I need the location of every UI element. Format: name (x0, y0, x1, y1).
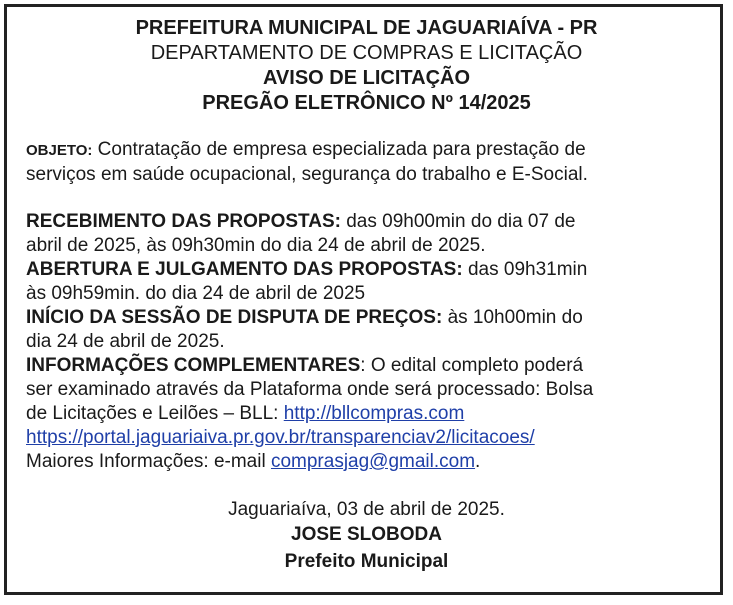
informacoes-line-1 (26, 354, 706, 378)
recebimento-label: RECEBIMENTO DAS PROPOSTAS: (26, 211, 341, 232)
recebimento-text-1: das 09h00min do dia 07 de (340, 211, 576, 232)
header-notice-title: AVISO DE LICITAÇÃO (262, 67, 471, 89)
bll-link[interactable]: http://bllcompras.com (283, 403, 465, 424)
inicio-line-2 (26, 330, 706, 354)
objeto-line-1 (26, 138, 706, 163)
recebimento-line-1 (26, 210, 706, 234)
objeto-label: OBJETO: (26, 142, 93, 159)
abertura-text-2: às 09h59min. do dia 24 de abril de 2025 (26, 283, 366, 304)
inicio-text-1: às 10h00min do (442, 307, 583, 328)
recebimento-text-2: abril de 2025, às 09h30min do dia 24 de abril de 2025. (26, 235, 486, 256)
informacoes-line-4 (26, 426, 706, 450)
header-municipality: PREFEITURA MUNICIPAL DE JAGUARIAÍVA - PR (135, 17, 598, 39)
informacoes-line-3 (26, 402, 706, 426)
maiores-informacoes-text: Maiores Informações: e-mail (26, 451, 271, 472)
abertura-line-2 (26, 282, 706, 306)
signatory-role: Prefeito Municipal (284, 551, 449, 572)
informacoes-text-1: : O edital completo poderá (360, 355, 584, 376)
abertura-line-1 (26, 258, 706, 282)
abertura-text-1: das 09h31min (462, 259, 588, 280)
objeto-text-2: serviços em saúde ocupacional, segurança do trabalho e E-Social. (26, 164, 588, 185)
portal-link[interactable]: https://portal.jaguariaiva.pr.gov.br/transparenciav2/licitacoes/ (26, 427, 535, 448)
objeto-line-2 (26, 163, 706, 187)
inicio-text-2: dia 24 de abril de 2025. (26, 331, 225, 352)
informacoes-line-5 (26, 450, 706, 474)
objeto-text-1: Contratação de empresa especializada para prestação de (92, 139, 586, 160)
informacoes-text-2: ser examinado através da Plataforma onde será processado: Bolsa (26, 379, 594, 400)
informacoes-line-2 (26, 378, 706, 402)
header-procurement-number: PREGÃO ELETRÔNICO Nº 14/2025 (202, 92, 531, 114)
place-date: Jaguariaíva, 03 de abril de 2025. (228, 499, 505, 520)
schedule-section (26, 210, 706, 474)
objeto-paragraph (26, 138, 706, 187)
header-department: DEPARTAMENTO DE COMPRAS E LICITAÇÃO (150, 42, 583, 64)
informacoes-label: INFORMAÇÕES COMPLEMENTARES (26, 355, 361, 376)
email-link[interactable]: comprasjag@gmail.com (270, 451, 476, 472)
signatory-name: JOSE SLOBODA (291, 524, 442, 545)
informacoes-text-3: de Licitações e Leilões – BLL: (26, 403, 284, 424)
email-period: . (475, 451, 481, 472)
inicio-label: INÍCIO DA SESSÃO DE DISPUTA DE PREÇOS: (26, 307, 443, 328)
inicio-line-1 (26, 306, 706, 330)
abertura-label: ABERTURA E JULGAMENTO DAS PROPOSTAS: (26, 259, 463, 280)
recebimento-line-2 (26, 234, 706, 258)
